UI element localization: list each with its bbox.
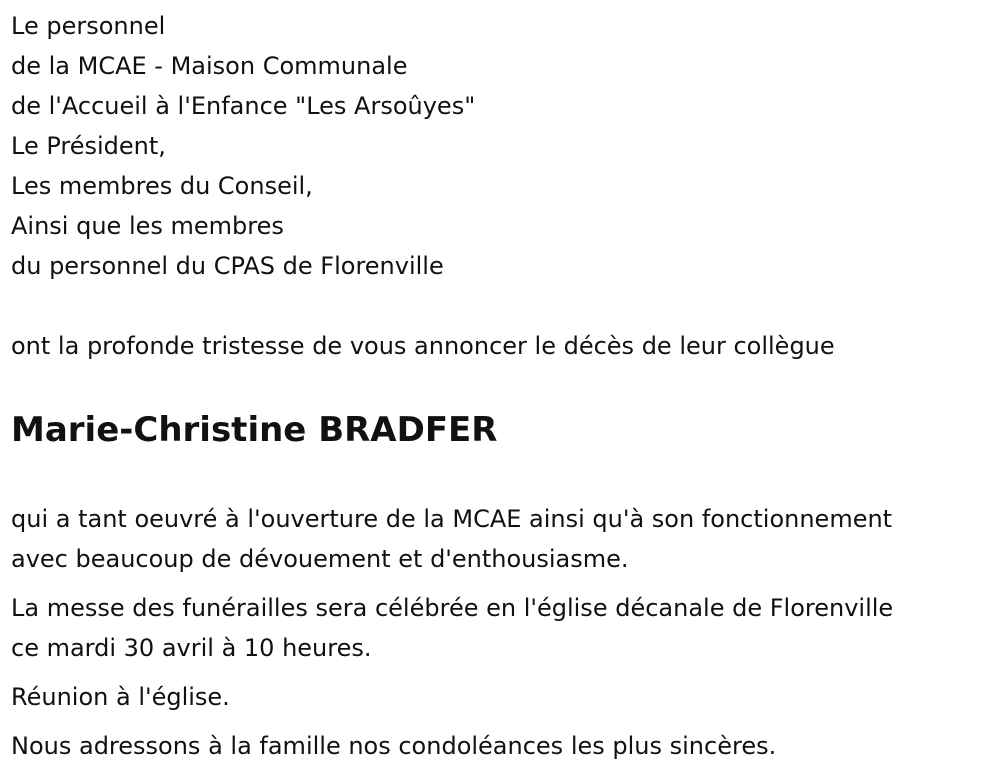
obituary-notice [11, 6, 996, 766]
announcement-text: ont la profonde tristesse de vous annoncer le décès de leur collègue [11, 332, 835, 360]
tribute-paragraph [11, 499, 996, 579]
paragraph-line: ce mardi 30 avril à 10 heures. [11, 634, 372, 662]
paragraph-line: La messe des funérailles sera célébrée en l'église décanale de Florenville [11, 594, 894, 622]
sender-line: Les membres du Conseil, [11, 172, 313, 200]
sender-line: Le personnel [11, 12, 166, 40]
meeting-paragraph [11, 677, 996, 717]
paragraph-line: Réunion à l'église. [11, 683, 230, 711]
sender-line: de l'Accueil à l'Enfance "Les Arsoûyes" [11, 92, 476, 120]
senders-block [11, 6, 996, 286]
paragraph-line: Nous adressons à la famille nos condoléances les plus sincères. [11, 732, 777, 760]
condolences-paragraph [11, 726, 996, 766]
sender-line: du personnel du CPAS de Florenville [11, 252, 444, 280]
funeral-mass-paragraph [11, 588, 996, 668]
paragraph-line: avec beaucoup de dévouement et d'enthousiasme. [11, 545, 629, 573]
sender-line: Ainsi que les membres [11, 212, 284, 240]
sender-line: Le Président, [11, 132, 166, 160]
deceased-name: Marie-Christine BRADFER [11, 410, 498, 450]
paragraph-line: qui a tant oeuvré à l'ouverture de la MCAE ainsi qu'à son fonctionnement [11, 505, 893, 533]
sender-line: de la MCAE - Maison Communale [11, 52, 408, 80]
